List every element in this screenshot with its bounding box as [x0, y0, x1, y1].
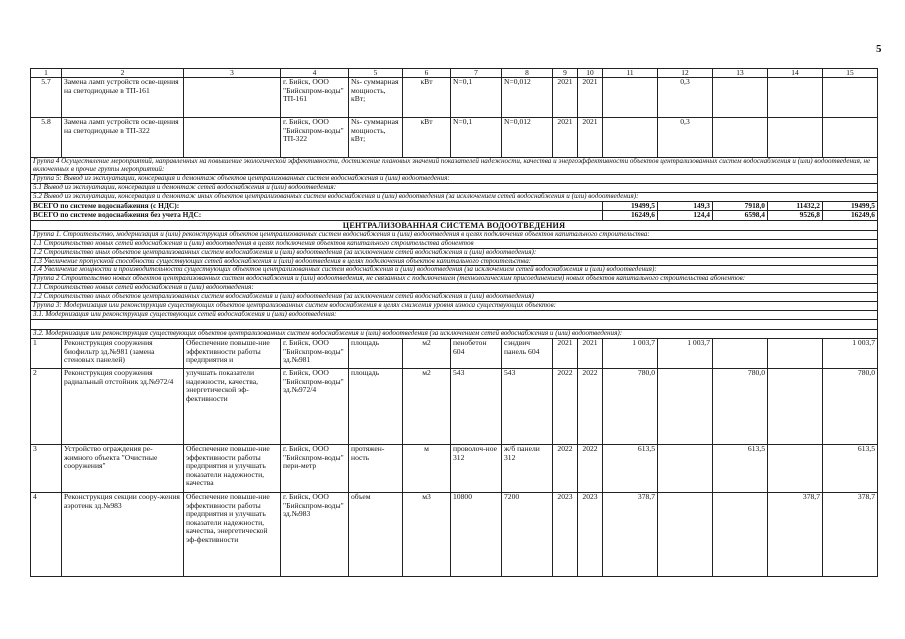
column-header: 6: [403, 69, 451, 78]
total-value: 16249,6: [603, 211, 658, 220]
table-cell: [823, 78, 878, 118]
total-row: [31, 211, 878, 220]
group-heading: 1.4 Увеличение мощности и производительности существующих объектов централизованных систем водоснабжения и (или) водоотведения (за исключением сетей водоснабжения и (или) водоотведения):: [31, 266, 878, 275]
table-cell: 378,7: [603, 493, 658, 577]
group-heading: Группа 2 Строительство новых объектов централизованных систем водоснабжения и (или) водоотведения, не связанных с подключением (технологическим присоединением) новых объектов капитального строительства абонентов:: [31, 275, 878, 284]
table-cell: кВт: [403, 78, 451, 118]
table-cell: [713, 118, 768, 158]
total-value: 124,4: [658, 211, 713, 220]
table-cell: 2023: [578, 493, 603, 577]
group-heading: 1.1 Строительство новых сетей водоснабжения и (или) водоотведения:: [31, 284, 878, 293]
column-header: 9: [553, 69, 578, 78]
column-header: 3: [184, 69, 281, 78]
group-heading-row: [31, 275, 878, 284]
group-heading-row: [31, 330, 878, 339]
table-cell: Обеспечение повыше-ние эффективности работы предприятия и улучшать показатели надежности, качества, энергетической эф-фективности: [184, 493, 281, 577]
table-row: [31, 78, 878, 118]
total-value: 9526,8: [768, 211, 823, 220]
group-heading-row: [31, 184, 878, 193]
table-cell: 5.7: [31, 78, 62, 118]
table-cell: 613,5: [823, 445, 878, 493]
table-cell: Замена ламп устройств осве-щения на светодиодные в ТП-322: [62, 118, 184, 158]
table-cell: 2022: [553, 445, 578, 493]
table-cell: 1 003,7: [658, 339, 713, 369]
table-cell: 613,5: [713, 445, 768, 493]
table-cell: Замена ламп устройств осве-щения на светодиодные в ТП-161: [62, 78, 184, 118]
table-cell: [713, 339, 768, 369]
table-cell: проволоч-ное 312: [451, 445, 502, 493]
table-cell: г. Бийск, ООО "Бийскпром-воды" ТП-161: [281, 78, 349, 118]
table-cell: г. Бийск, ООО "Бийскпром-воды" ТП-322: [281, 118, 349, 158]
group-heading: Группа 1. Строительство, модернизация и (или) реконструкция объектов централизованных систем водоснабжения и (или) водоотведения в целях подключения объектов капитального строительства:: [31, 230, 878, 239]
group-heading: Группа 4 Осуществление мероприятий, направленных на повышение экологической эффективности, достижение плановых значений показателей надежности, качества и энергоэффективности объектов централизованных систем водоснабжения и (или) водоотведения, не включенных в прочие группы мероприятий:: [31, 158, 878, 175]
total-label: ВСЕГО по системе водоснабжения (с НДС):: [31, 201, 603, 210]
table-cell: [603, 118, 658, 158]
table-cell: 5.8: [31, 118, 62, 158]
column-header: 7: [451, 69, 502, 78]
group-heading-row: [31, 230, 878, 239]
table-cell: 2021: [553, 118, 578, 158]
table-cell: 2022: [578, 369, 603, 445]
table-row: [31, 339, 878, 369]
table-cell: [658, 445, 713, 493]
table-cell: объем: [349, 493, 403, 577]
section-title: ЦЕНТРАЛИЗОВАННАЯ СИСТЕМА ВОДООТВЕДЕНИЯ: [31, 220, 878, 230]
group-heading-row: [31, 320, 878, 330]
table-cell: сэндвич панель 604: [502, 339, 553, 369]
table-cell: N=0,1: [451, 118, 502, 158]
table-cell: 613,5: [603, 445, 658, 493]
total-label: ВСЕГО по системе водоснабжения без учета НДС:: [31, 211, 603, 220]
group-heading-row: [31, 266, 878, 275]
table-cell: 780,0: [603, 369, 658, 445]
table-cell: [713, 78, 768, 118]
table-cell: 378,7: [823, 493, 878, 577]
total-value: 11432,2: [768, 201, 823, 210]
table-cell: [768, 339, 823, 369]
column-header: 5: [349, 69, 403, 78]
table-cell: 1 003,7: [823, 339, 878, 369]
table-cell: [603, 78, 658, 118]
group-heading-row: [31, 193, 878, 202]
table-cell: N=0,012: [502, 118, 553, 158]
table-cell: 2021: [553, 339, 578, 369]
table-row: [31, 118, 878, 158]
group-heading-row: [31, 248, 878, 257]
table-cell: N=0,1: [451, 78, 502, 118]
table-cell: [658, 493, 713, 577]
column-header: 11: [603, 69, 658, 78]
group-heading-row: [31, 302, 878, 311]
table-cell: 2: [31, 369, 62, 445]
table-cell: [823, 118, 878, 158]
table-cell: 2021: [578, 78, 603, 118]
table-cell: 2023: [553, 493, 578, 577]
table-cell: 1 003,7: [603, 339, 658, 369]
table-cell: протяжен-ность: [349, 445, 403, 493]
column-header: 4: [281, 69, 349, 78]
table-cell: м3: [403, 493, 451, 577]
group-heading: 3.2. Модернизация или реконструкция существующих объектов централизованных систем водоснабжения и (или) водоотведения (за исключением сетей водоснабжения и (или) водоотведения):: [31, 330, 878, 339]
group-heading-row: [31, 293, 878, 302]
table-cell: г. Бийск, ООО "Бийскпром-воды" пери-метр: [281, 445, 349, 493]
total-value: 19499,5: [603, 201, 658, 210]
group-heading-row: [31, 257, 878, 266]
group-heading-row: [31, 158, 878, 175]
table-cell: 780,0: [713, 369, 768, 445]
table-cell: г. Бийск, ООО "Бийскпром-воды" зд.№983: [281, 493, 349, 577]
table-cell: 1: [31, 339, 62, 369]
total-value: 7918,0: [713, 201, 768, 210]
table-cell: [768, 78, 823, 118]
table-cell: 543: [502, 369, 553, 445]
table-cell: Ns- суммарная мощность, кВт;: [349, 78, 403, 118]
column-header: 14: [768, 69, 823, 78]
table-cell: г. Бийск, ООО "Бийскпром-воды" зд.№972/4: [281, 369, 349, 445]
group-heading-row: [31, 284, 878, 293]
group-heading: 3.1. Модернизация или реконструкция существующих сетей водоснабжения и (или) водоотведения:: [31, 311, 878, 320]
table-cell: 10800: [451, 493, 502, 577]
total-value: 16249,6: [823, 211, 878, 220]
group-heading: 1.2 Строительство иных объектов централизованных систем водоснабжения и (или) водоотведения (за исключением сетей водоснабжения и (или) водоотведения): [31, 293, 878, 302]
table-cell: Обеспечение повыше-ние эффективности работы предприятия и улучшать показатели надежности, качества: [184, 445, 281, 493]
column-header: 1: [31, 69, 62, 78]
table-cell: 543: [451, 369, 502, 445]
group-heading: Группа 5: Вывод из эксплуатации, консервация и демонтаж объектов централизованных систем водоснабжения и (или) водоотведения:: [31, 175, 878, 184]
group-heading: 1.1 Строительство новых сетей водоснабжения и (или) водоотведения в целях подключения объектов капитального строительства абонентов: [31, 239, 878, 248]
column-header: 12: [658, 69, 713, 78]
table-cell: пенобетон 604: [451, 339, 502, 369]
table-cell: [768, 118, 823, 158]
table-cell: Устройство ограждения ре-жимного объекта "Очистные сооружения": [62, 445, 184, 493]
table-cell: 3: [31, 445, 62, 493]
table-cell: 2021: [553, 78, 578, 118]
table-cell: 378,7: [768, 493, 823, 577]
table-cell: м2: [403, 369, 451, 445]
group-heading: 1.2 Строительство иных объектов централизованных систем водоснабжения и (или) водоотведения (за исключением сетей водоснабжения и (или) водоотведения):: [31, 248, 878, 257]
group-heading-row: [31, 239, 878, 248]
table-cell: 2022: [553, 369, 578, 445]
table-cell: 2021: [578, 339, 603, 369]
table-cell: [768, 369, 823, 445]
column-header: 10: [578, 69, 603, 78]
table-cell: площадь: [349, 339, 403, 369]
table-cell: [184, 78, 281, 118]
total-value: 19499,5: [823, 201, 878, 210]
section-title-row: [31, 220, 878, 230]
table-cell: 2022: [578, 445, 603, 493]
table-cell: Ns- суммарная мощность, кВт;: [349, 118, 403, 158]
column-header: 2: [62, 69, 184, 78]
column-number-row: [31, 69, 878, 78]
table-cell: N=0,012: [502, 78, 553, 118]
table-cell: 0,3: [658, 78, 713, 118]
group-heading: 5.2 Вывод из эксплуатации, консервация и демонтаж иных объектов централизованных систем водоснабжения и (или) водоотведения (за исключением сетей водоснабжения и (или) водоотведения):: [31, 193, 878, 202]
group-heading-row: [31, 175, 878, 184]
total-row: [31, 201, 878, 210]
table-cell: [658, 369, 713, 445]
total-value: 6598,4: [713, 211, 768, 220]
table-cell: площадь: [349, 369, 403, 445]
table-cell: Реконструкция сооружения радиальный отстойник зд.№972/4: [62, 369, 184, 445]
column-header: 8: [502, 69, 553, 78]
table-cell: г. Бийск, ООО "Бийскпром-воды" зд.№981: [281, 339, 349, 369]
total-value: 149,3: [658, 201, 713, 210]
table-cell: [713, 493, 768, 577]
table-cell: м: [403, 445, 451, 493]
table-cell: [768, 445, 823, 493]
group-heading: [31, 320, 878, 330]
group-heading: Группа 3: Модернизация или реконструкция существующих объектов централизованных систем водоснабжения в целях снижения уровня износа существующих объектов:: [31, 302, 878, 311]
table-cell: ж/б панели 312: [502, 445, 553, 493]
table-row: [31, 445, 878, 493]
group-heading-row: [31, 311, 878, 320]
table-cell: Реконструкция секции соору-жения аэротенк зд.№983: [62, 493, 184, 577]
table-cell: 780,0: [823, 369, 878, 445]
investment-program-table: [30, 68, 878, 577]
group-heading: 5.1 Вывод из эксплуатации, консервация и демонтаж сетей водоснабжения и (или) водоотведения:: [31, 184, 878, 193]
table-cell: 0,3: [658, 118, 713, 158]
table-cell: [184, 118, 281, 158]
table-cell: м2: [403, 339, 451, 369]
table-cell: Обеспечение повыше-ние эффективности работы предприятия и: [184, 339, 281, 369]
table-cell: улучшать показатели надежности, качества, энергетической эф-фективности: [184, 369, 281, 445]
column-header: 13: [713, 69, 768, 78]
table-cell: 4: [31, 493, 62, 577]
page-number: 5: [876, 43, 882, 55]
table-cell: кВт: [403, 118, 451, 158]
column-header: 15: [823, 69, 878, 78]
group-heading: 1.3 Увеличение пропускной способности существующих сетей водоснабжения и (или) водоотведения в целях подключения объектов капитального строительства:: [31, 257, 878, 266]
table-row: [31, 493, 878, 577]
table-row: [31, 369, 878, 445]
table-cell: Реконструкция сооружения биофильтр зд.№981 (замена стеновых панелей): [62, 339, 184, 369]
table-cell: 7200: [502, 493, 553, 577]
table-cell: 2021: [578, 118, 603, 158]
